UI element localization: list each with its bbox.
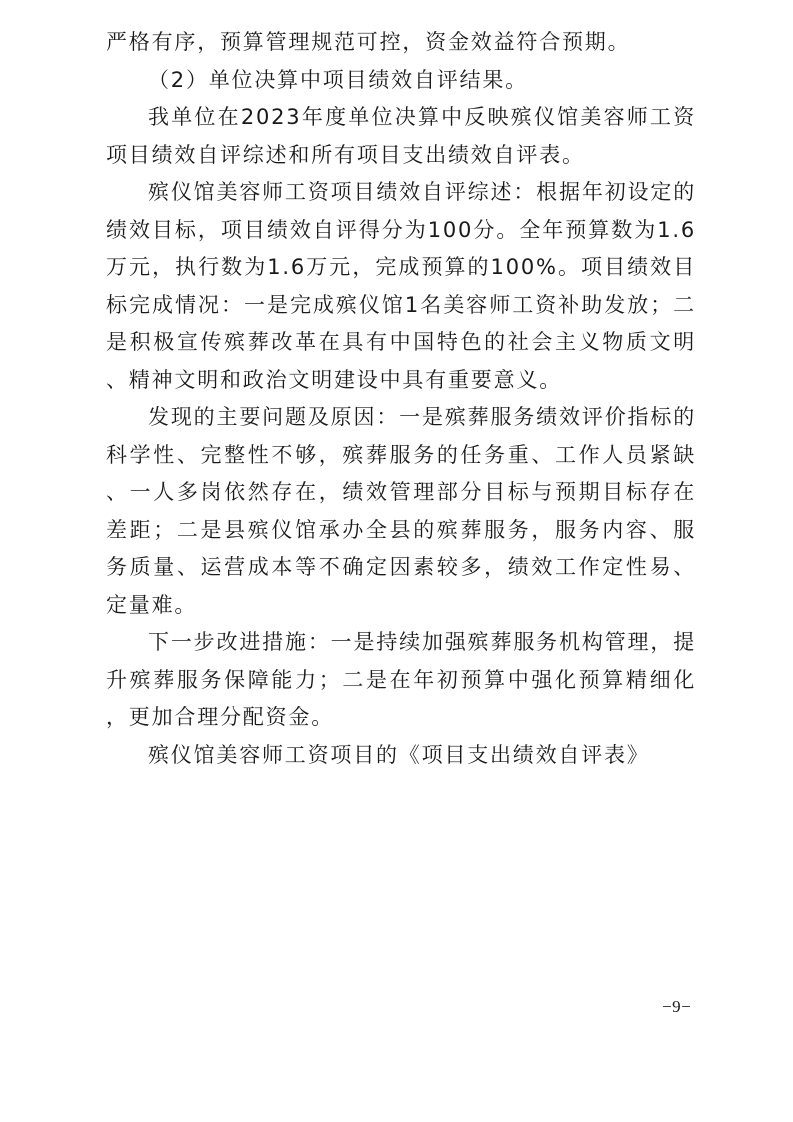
page-number: −9− — [662, 997, 692, 1016]
document-body — [106, 24, 696, 774]
paragraph-continuation: 严格有序，预算管理规范可控，资金效益符合预期。 — [106, 30, 631, 54]
paragraph-intro: 我单位在2023年度单位决算中反映殡仪馆美容师工资项目绩效自评综述和所有项目支出绩效自评表。 — [106, 105, 696, 167]
section-heading: （2）单位决算中项目绩效自评结果。 — [148, 67, 528, 92]
paragraph-summary: 殡仪馆美容师工资项目绩效自评综述：根据年初设定的绩效目标，项目绩效自评得分为100分。全年预算数为1.6万元，执行数为1.6万元，完成预算的100%。项目绩效目标完成情况：一是完成殡仪馆1名美容师工资补助发放；二是积极宣传殡葬改革在具有中国特色的社会主义物质文明、精神文明和政治文明建设中具有重要意义。 — [106, 180, 696, 392]
paragraph-problems: 发现的主要问题及原因：一是殡葬服务绩效评价指标的科学性、完整性不够，殡葬服务的任务重、工作人员紧缺、一人多岗依然存在，绩效管理部分目标与预期目标存在差距；二是县殡仪馆承办全县的殡葬服务，服务内容、服务质量、运营成本等不确定因素较多，绩效工作定性易、定量难。 — [106, 405, 696, 617]
paragraph-table-reference: 殡仪馆美容师工资项目的《项目支出绩效自评表》 — [148, 742, 650, 767]
paragraph-improvements: 下一步改进措施：一是持续加强殡葬服务机构管理，提升殡葬服务保障能力；二是在年初预算中强化预算精细化，更加合理分配资金。 — [106, 630, 696, 729]
